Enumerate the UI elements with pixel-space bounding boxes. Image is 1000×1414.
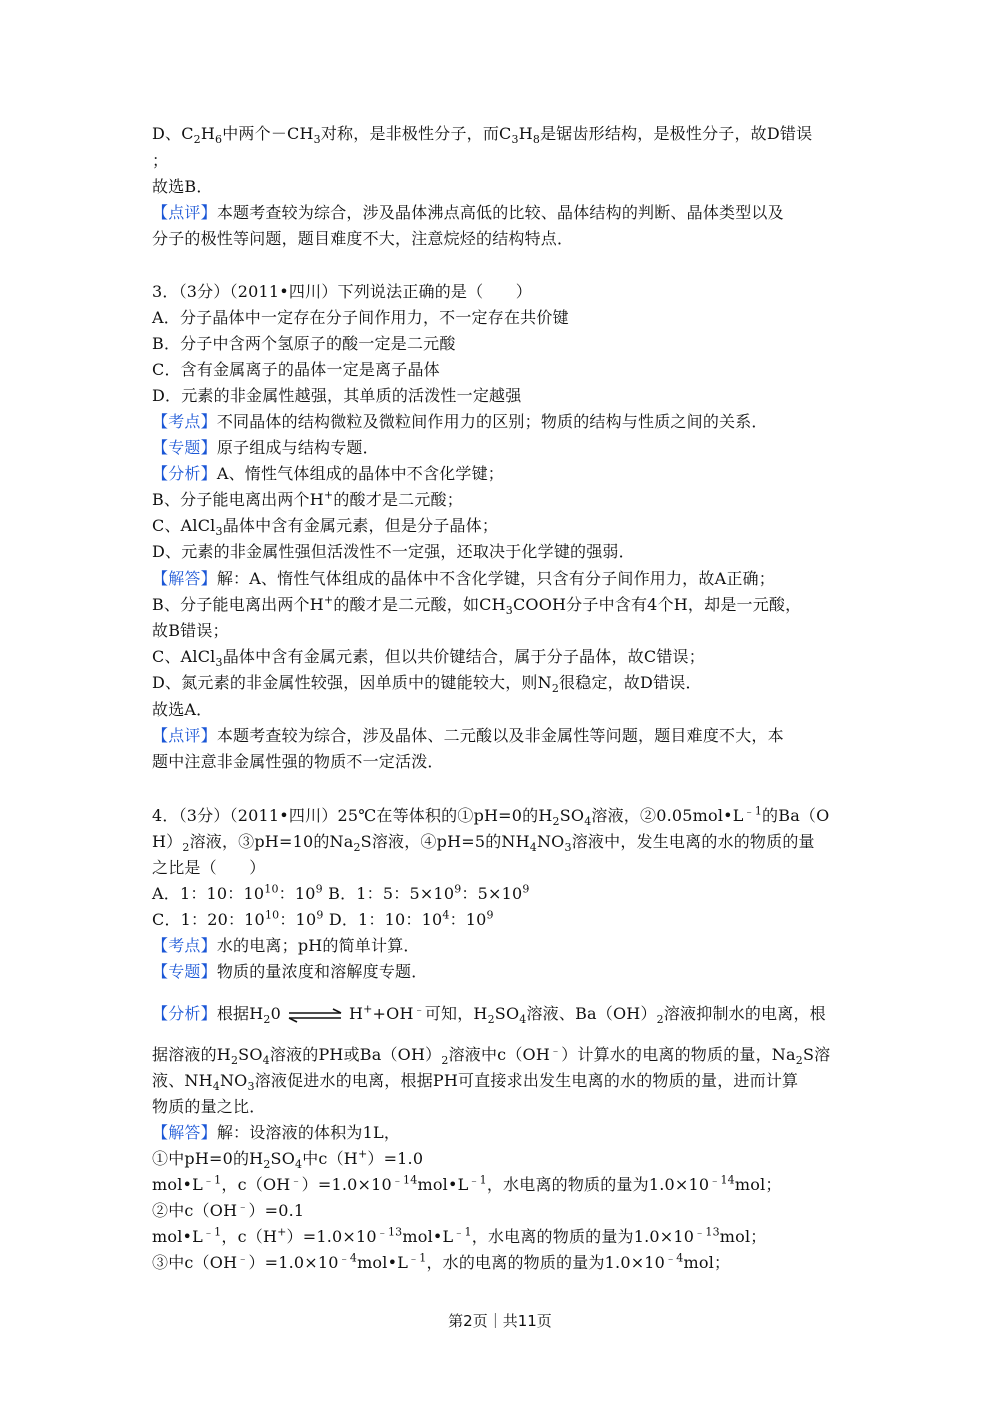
q4-stem-line1: 4．（3分）（2011•四川）25℃在等体积的①pH=0的$H_2SO_4$溶液，$②0.05mol•L^{﹣1}$的Ba（O <box>152 804 830 829</box>
q3-fenxi-a: 【分析】A、惰性气体组成的晶体中不含化学键； <box>152 464 504 483</box>
q4-jieda-line2: ①中pH=0的$H_2SO_4$中c（H+）=1.0 <box>152 1147 424 1172</box>
q3-fenxi-d: D、元素的非金属性强但活泼性不一定强，还取决于化学键的强弱． <box>152 542 635 561</box>
q4-fenxi-line1: 【分析】根据$H_20$ H++OH﹣可知，$H_2SO_4$溶液、$Ba(OH)_2$溶液抑制水的电离，根 <box>152 1002 826 1027</box>
q3-zhuanti: 【专题】原子组成与结构专题． <box>152 438 379 457</box>
page-footer: 第2页｜共11页 <box>448 1312 552 1330</box>
q2-option-d-explanation: D、$C_2H_6$中两个$-CH_3$对称，是非极性分子，而$C_3H_8$是锯齿形结构，是极性分子，故D错误 <box>152 124 813 147</box>
q3-jieda-b2: 故B错误； <box>152 621 229 640</box>
q3-jieda-b: B、分子能电离出两个H+的酸才是二元酸，如$CH_3COOH$分子中含有4个H，却是一元酸， <box>152 593 802 618</box>
q4-fenxi-line4: 物质的量之比． <box>152 1097 266 1116</box>
q4-kaodian: 【考点】水的电离；pH的简单计算． <box>152 936 420 955</box>
q3-jieda-d: D、氮元素的非金属性较强，因单质中的键能较大，则$N_2$很稳定，故D错误． <box>152 673 702 696</box>
q3-stem: 3．（3分）（2011•四川）下列说法正确的是（ ） <box>152 282 532 301</box>
q3-fenxi-b: B、分子能电离出两个H+的酸才是二元酸； <box>152 488 463 509</box>
q2-comment-line1: 【点评】本题考查较为综合，涉及晶体沸点高低的比较、晶体结构的判断、晶体类型以及 <box>152 203 784 222</box>
q3-option-d: D．元素的非金属性越强，其单质的活泼性一定越强 <box>152 386 522 405</box>
q3-option-c: C．含有金属离子的晶体一定是离子晶体 <box>152 360 440 379</box>
q4-jieda-line1: 【解答】解：设溶液的体积为1L， <box>152 1123 401 1142</box>
comment-tag: 【点评】 <box>152 203 217 222</box>
q4-stem-line3: 之比是（ ） <box>152 858 266 877</box>
equilibrium-arrow-icon <box>287 1007 343 1023</box>
q4-stem-line2: $H)_2$溶液，③pH=10的$Na_2S$溶液，④pH=5的$NH_4NO_3$溶液中，发生电离的水的物质的量 <box>152 832 815 855</box>
q3-dianping-1: 【点评】本题考查较为综合，涉及晶体、二元酸以及非金属性等问题，题目难度不大，本 <box>152 726 784 745</box>
q4-jieda-line6: ③中$c(OH^﹣)=1.0\times 10^{﹣4}mol•L^{﹣1}$，水的电离的物质的量为$1.0\times 10^{﹣4}mol$； <box>152 1251 731 1272</box>
q4-jieda-line5: $mol•L^{﹣1}$，$c(H^+)=1.0\times 10^{﹣13}mol•L^{﹣1}$，水电离的物质的量为$1.0\times 10^{﹣13}mol$； <box>152 1225 767 1246</box>
q3-fenxi-c: C、AlCl$_3$晶体中含有金属元素，但是分子晶体； <box>152 516 499 539</box>
q4-zhuanti: 【专题】物质的量浓度和溶解度专题． <box>152 962 428 981</box>
q2-semicolon: ； <box>152 151 169 170</box>
q4-options-ab: A．1：10：$10^{10}$：$10^9$ B．1：5：$5\times 10^9$：$5\times 10^9$ <box>152 882 530 903</box>
q3-option-a: A．分子晶体中一定存在分子间作用力，不一定存在共价键 <box>152 308 569 327</box>
q2-comment-line2: 分子的极性等问题，题目难度不大，注意烷烃的结构特点． <box>152 229 574 248</box>
q4-fenxi-line3: 液、$NH_4NO_3$溶液促进水的电离，根据PH可直接求出发生电离的水的物质的量，进而计算 <box>152 1071 799 1094</box>
q3-kaodian: 【考点】不同晶体的结构微粒及微粒间作用力的区别；物质的结构与性质之间的关系． <box>152 412 768 431</box>
q3-jieda-c: C、AlCl$_3$晶体中含有金属元素，但以共价键结合，属于分子晶体，故C错误； <box>152 647 705 670</box>
q3-answer: 故选A． <box>152 700 213 719</box>
q3-dianping-2: 题中注意非金属性强的物质不一定活泼． <box>152 752 444 771</box>
q3-option-b: B．分子中含两个氢原子的酸一定是二元酸 <box>152 334 456 353</box>
q3-jieda-a: 【解答】解：A、惰性气体组成的晶体中不含化学键，只含有分子间作用力，故A正确； <box>152 569 775 588</box>
q4-jieda-line4: ②中c（OH﹣）=0.1 <box>152 1199 305 1220</box>
q4-fenxi-line2: 据溶液的$H_2SO_4$溶液的PH或$Ba(OH)_2$溶液中c（OH﹣）计算水的电离的物质的量，$Na_2S$溶 <box>152 1043 831 1068</box>
q4-jieda-line3: $mol•L^{﹣1}$，$c(OH^﹣)=1.0\times 10^{﹣14}mol•L^{﹣1}$，水电离的物质的量为$1.0\times 10^{﹣14}mol$； <box>152 1173 782 1194</box>
q4-options-cd: C．1：20：$10^{10}$：$10^9$ D．1：10：$10^4$：$10^9$ <box>152 908 494 929</box>
q2-answer: 故选B． <box>152 177 213 196</box>
